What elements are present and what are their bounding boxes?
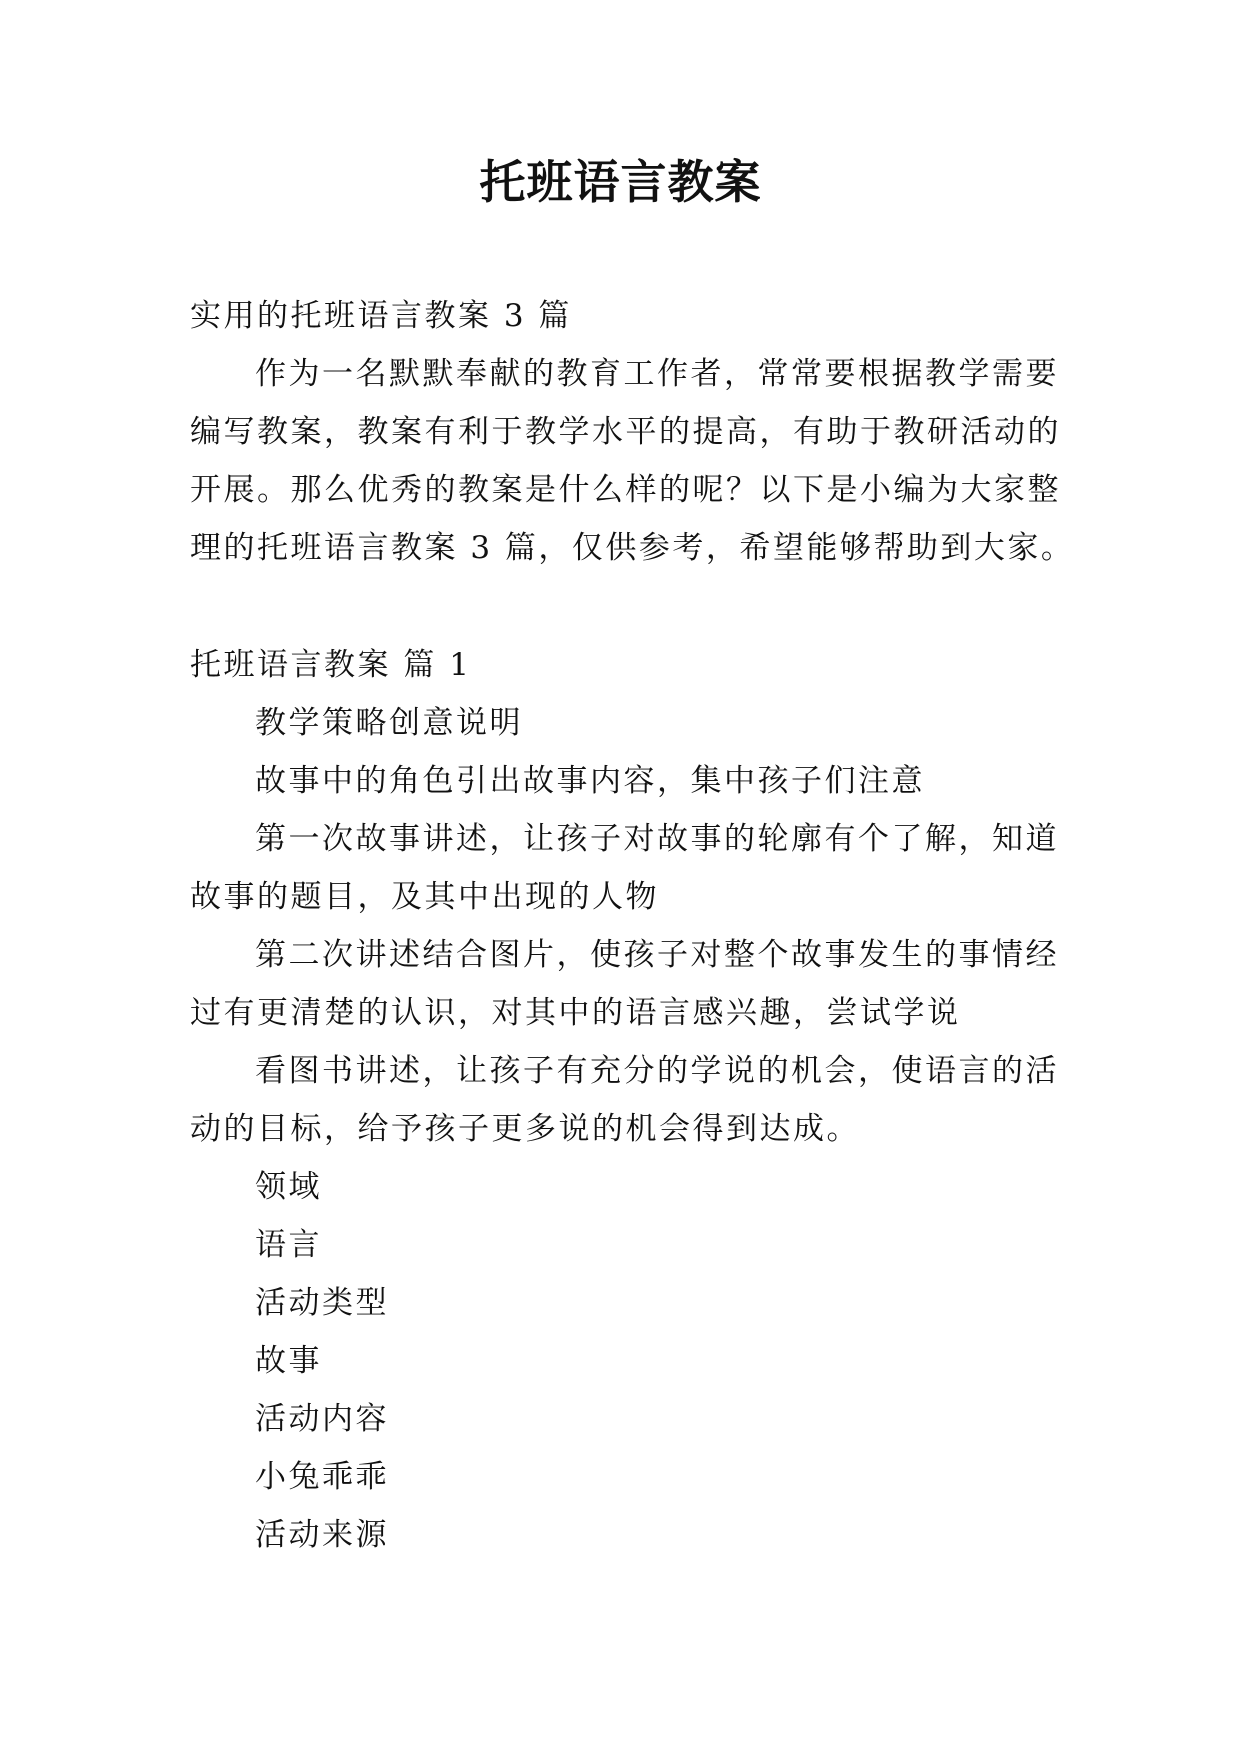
body-line: 小兔乖乖 bbox=[255, 1459, 389, 1495]
intro-line: 作为一名默默奉献的教育工作者，常常要根据教学需要 bbox=[255, 356, 1059, 392]
body-line: 教学策略创意说明 bbox=[255, 705, 523, 741]
body-line: 第二次讲述结合图片，使孩子对整个故事发生的事情经 bbox=[255, 937, 1059, 973]
intro-line: 理的托班语言教案 3 篇，仅供参考，希望能够帮助到大家。 bbox=[190, 530, 1075, 566]
body-line: 领域 bbox=[255, 1169, 322, 1205]
document-title: 托班语言教案 bbox=[479, 155, 762, 209]
body-line: 过有更清楚的认识，对其中的语言感兴趣，尝试学说 bbox=[190, 995, 961, 1031]
body-line: 第一次故事讲述，让孩子对故事的轮廓有个了解，知道 bbox=[255, 821, 1059, 857]
body-line: 活动类型 bbox=[255, 1285, 389, 1321]
intro-line: 开展。那么优秀的教案是什么样的呢？以下是小编为大家整 bbox=[190, 472, 1061, 508]
body-line: 动的目标，给予孩子更多说的机会得到达成。 bbox=[190, 1111, 860, 1147]
intro-line: 编写教案，教案有利于教学水平的提高，有助于教研活动的 bbox=[190, 414, 1061, 450]
body-line: 故事中的角色引出故事内容，集中孩子们注意 bbox=[255, 763, 925, 799]
body-line: 看图书讲述，让孩子有充分的学说的机会，使语言的活 bbox=[255, 1053, 1059, 1089]
section-heading: 托班语言教案 篇 1 bbox=[190, 647, 472, 683]
body-line: 语言 bbox=[255, 1227, 322, 1263]
body-line: 故事的题目，及其中出现的人物 bbox=[190, 879, 659, 915]
body-line: 活动内容 bbox=[255, 1401, 389, 1437]
document-subtitle: 实用的托班语言教案 3 篇 bbox=[190, 298, 572, 334]
body-line: 活动来源 bbox=[255, 1517, 389, 1553]
body-line: 故事 bbox=[255, 1343, 322, 1379]
